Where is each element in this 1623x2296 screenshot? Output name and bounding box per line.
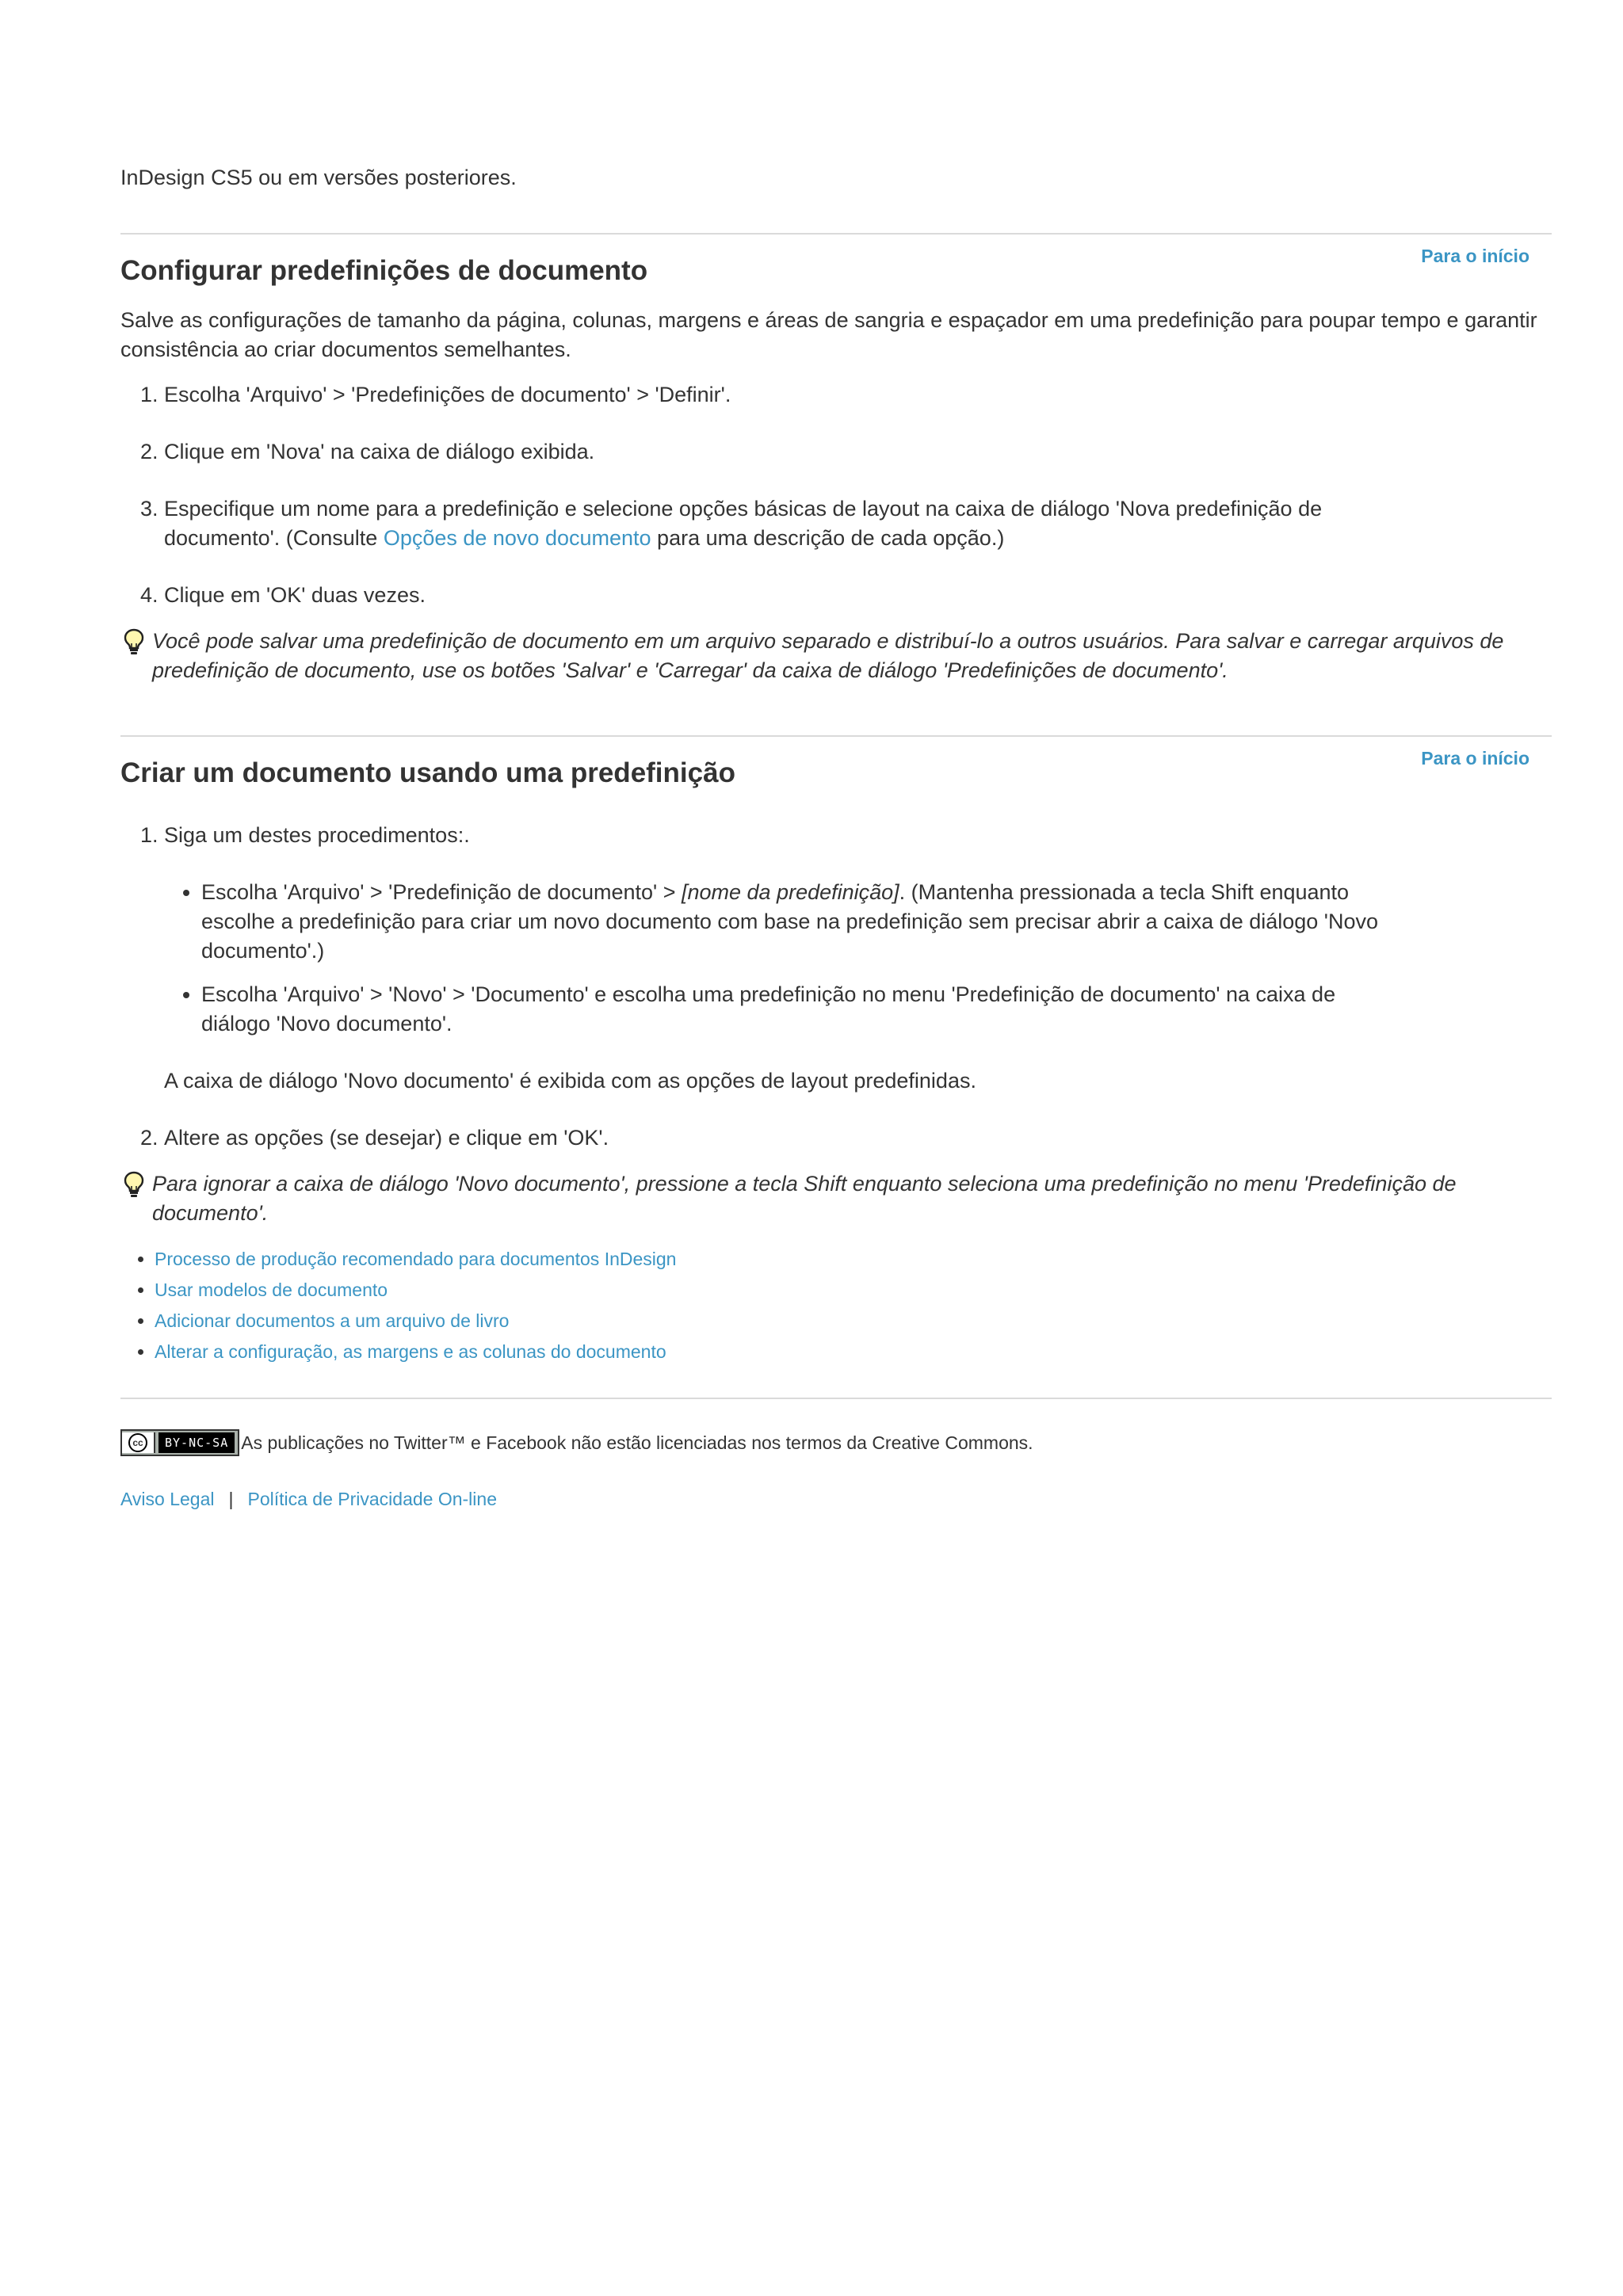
lightbulb-icon [122,1171,146,1198]
legal-links [120,1485,1552,1514]
footer-divider [120,1398,1552,1399]
related-link[interactable]: Adicionar documentos a um arquivo de livro [155,1310,510,1331]
step-text: para uma descrição de cada opção.) [651,526,1005,550]
tip-text: Para ignorar a caixa de diálogo 'Novo documento', pressione a tecla Shift enquanto seleciona uma predefinição no menu 'Predefinição de documento'. [152,1172,1457,1225]
related-link-item [155,1337,1552,1367]
cc-icon-label: cc [128,1433,147,1452]
back-to-top-link[interactable]: Para o início [1421,246,1529,266]
step-item: 2. Clique em 'Nova' na caixa de diálogo exibida. [164,437,1552,467]
section-title: Configurar predefinições de documento [120,255,648,286]
license-text: As publicações no Twitter™ e Facebook não estão licenciadas nos termos da Creative Commons. [241,1432,1033,1453]
new-document-options-link[interactable]: Opções de novo documento [383,526,651,550]
section-create-document [120,735,1552,1367]
procedure-option [201,878,1390,966]
related-links-list [120,1244,1552,1367]
license-line [120,1429,1552,1456]
procedure-options-list [164,878,1552,1039]
tip-note [120,627,1552,685]
legal-separator: | [228,1489,234,1509]
cc-icon [122,1432,155,1453]
tip-note [120,1169,1552,1228]
step-text: Siga um destes procedimentos:. [164,823,470,847]
tip-text: Você pode salvar uma predefinição de documento em um arquivo separado e distribuí-lo a outros usuários. Para salvar e carregar arquivos de predefinição de documento, use os botões 'Salvar' e 'Carregar' da caixa de diálogo 'Predefinições de documento'. [152,629,1504,682]
lightbulb-icon [122,628,146,655]
section-divider [120,233,1552,235]
step-item [164,821,1552,1096]
step-item: 4. Clique em 'OK' duas vezes. [164,581,1552,610]
step-item: 1. Escolha 'Arquivo' > 'Predefinições de documento' > 'Definir'. [164,380,1552,410]
step-result-text: A caixa de diálogo 'Novo documento' é exibida com as opções de layout predefinidas. [164,1069,976,1093]
option-text: Escolha 'Arquivo' > 'Predefinição de documento' > [201,880,682,904]
back-to-top-link[interactable]: Para o início [1421,748,1529,769]
intro-text: InDesign CS5 ou em versões posteriores. [120,166,517,189]
related-link[interactable]: Processo de produção recomendado para documentos InDesign [155,1249,677,1269]
creative-commons-badge[interactable] [120,1429,239,1456]
steps-list [120,380,1552,610]
step-text: Especifique um nome para a predefinição e selecione opções básicas de layout na caixa de diálogo 'Nova predefinição de documento'. (Consulte [164,497,1323,550]
page-footer [120,1398,1552,1514]
steps-list [120,821,1552,1153]
related-link[interactable]: Usar modelos de documento [155,1280,388,1300]
step-item: 2. Altere as opções (se desejar) e clique em 'OK'. [164,1123,1552,1153]
related-link-item [155,1275,1552,1306]
step-item [164,494,1392,553]
option-placeholder: [nome da predefinição] [681,880,899,904]
section-lead: Salve as configurações de tamanho da página, colunas, margens e áreas de sangria e espaçador em uma predefinição para poupar tempo e garantir consistência ao criar documentos semelhantes. [120,308,1537,361]
section-divider [120,735,1552,737]
related-link-item [155,1244,1552,1275]
section-configure-presets [120,233,1552,685]
legal-notice-link[interactable]: Aviso Legal [120,1489,215,1509]
privacy-policy-link[interactable]: Política de Privacidade On-line [247,1489,497,1509]
related-link[interactable]: Alterar a configuração, as margens e as colunas do documento [155,1341,666,1362]
section-title: Criar um documento usando uma predefinição [120,757,735,788]
cc-license-label: BY-NC-SA [158,1432,235,1453]
option-text: . (Mantenha pressionada a tecla Shift enquanto escolhe a predefinição para criar um novo documento com base na predefinição sem precisar abrir a caixa de diálogo 'Novo documento'.) [201,880,1378,963]
procedure-option: • Escolha 'Arquivo' > 'Novo' > 'Documento' e escolha uma predefinição no menu 'Predefinição de documento' na caixa de diálogo 'Novo documento'. [201,980,1390,1039]
related-link-item [155,1306,1552,1337]
